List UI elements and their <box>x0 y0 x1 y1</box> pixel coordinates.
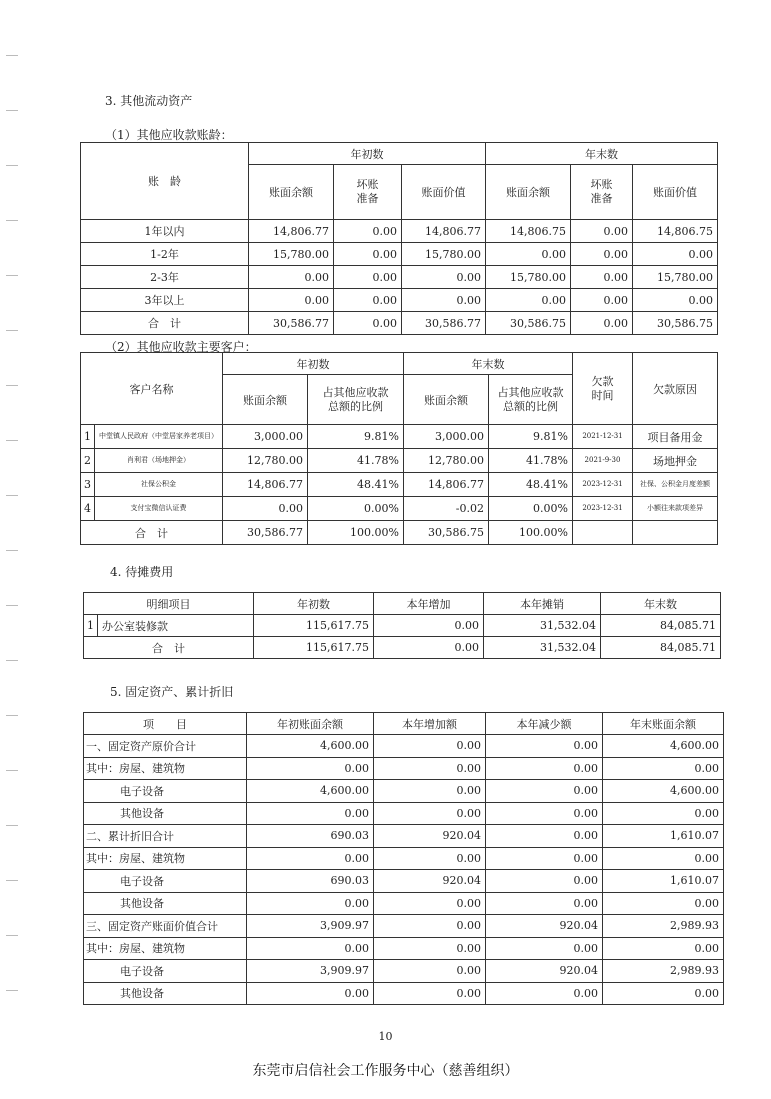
col-end-ratio: 占其他应收款 总额的比例 <box>489 375 573 425</box>
col-end-balance: 账面余额 <box>486 165 571 220</box>
table-row: 4 支付宝微信认证费 0.00 0.00% -0.02 0.00% 2023-12-31 小额往来款项差异 <box>81 497 718 521</box>
col-begin: 年初数 <box>254 593 374 615</box>
col-end-balance: 账面余额 <box>404 375 489 425</box>
customer-table <box>80 352 718 545</box>
col-amort: 本年摊销 <box>484 593 601 615</box>
table-row: 2-3年 0.00 0.00 0.00 15,780.00 0.00 15,780.00 <box>81 266 718 289</box>
col-end: 年末账面余额 <box>603 713 724 735</box>
col-end-value: 账面价值 <box>633 165 718 220</box>
col-sub: 本年减少额 <box>486 713 603 735</box>
table-row: 电子设备 4,600.00 0.00 0.00 4,600.00 <box>84 780 724 803</box>
table-row: 电子设备 690.03 920.04 0.00 1,610.07 <box>84 870 724 893</box>
col-end-bad-debt: 坏账 准备 <box>571 165 633 220</box>
section-5-title: 5. 固定资产、累计折旧 <box>110 685 234 699</box>
table1-caption: （1）其他应收款账龄： <box>105 128 233 142</box>
table-row: 其中：房屋、建筑物 0.00 0.00 0.00 0.00 <box>84 847 724 870</box>
table-row: 3年以上 0.00 0.00 0.00 0.00 0.00 0.00 <box>81 289 718 312</box>
table-row: 3 社保公积金 14,806.77 48.41% 14,806.77 48.41% 2023-12-31 社保、公积金月度差额 <box>81 473 718 497</box>
total-row: 合 计 115,617.75 0.00 31,532.04 84,085.71 <box>84 637 721 659</box>
total-row: 合 计 30,586.77 100.00% 30,586.75 100.00% <box>81 521 718 545</box>
table-row: 电子设备 3,909.97 0.00 920.04 2,989.93 <box>84 960 724 983</box>
prepaid-expense-table <box>83 592 721 659</box>
page-number: 10 <box>378 1030 393 1043</box>
col-begin-balance: 账面余额 <box>223 375 308 425</box>
fixed-asset-table <box>83 712 724 1005</box>
col-account: 账 龄 <box>81 143 249 220</box>
col-begin-balance: 账面余额 <box>249 165 334 220</box>
table-row: 其中：房屋、建筑物 0.00 0.00 0.00 0.00 <box>84 757 724 780</box>
col-item: 项 目 <box>84 713 247 735</box>
col-date: 欠款 时间 <box>573 353 633 425</box>
table-row: 其他设备 0.00 0.00 0.00 0.00 <box>84 892 724 915</box>
col-begin-ratio: 占其他应收款 总额的比例 <box>308 375 404 425</box>
table-row: 三、固定资产账面价值合计 3,909.97 0.00 920.04 2,989.93 <box>84 915 724 938</box>
col-begin: 年初数 <box>223 353 404 375</box>
table-row: 1 办公室装修款 115,617.75 0.00 31,532.04 84,085.71 <box>84 615 721 637</box>
section-4-title: 4. 待摊费用 <box>110 565 174 579</box>
table-row: 一、固定资产原价合计 4,600.00 0.00 0.00 4,600.00 <box>84 735 724 758</box>
table-row: 其他设备 0.00 0.00 0.00 0.00 <box>84 982 724 1005</box>
table-row: 其他设备 0.00 0.00 0.00 0.00 <box>84 802 724 825</box>
col-add: 本年增加额 <box>374 713 486 735</box>
col-add: 本年增加 <box>374 593 484 615</box>
table-row: 1-2年 15,780.00 0.00 15,780.00 0.00 0.00 0.00 <box>81 243 718 266</box>
col-end: 年末数 <box>404 353 573 375</box>
table-row: 其中：房屋、建筑物 0.00 0.00 0.00 0.00 <box>84 937 724 960</box>
table-row: 1 中堂镇人民政府（中堂居家养老项目） 3,000.00 9.81% 3,000.00 9.81% 2021-12-31 项目备用金 <box>81 425 718 449</box>
col-begin-value: 账面价值 <box>402 165 486 220</box>
total-row: 合 计 30,586.77 0.00 30,586.77 30,586.75 0.00 30,586.75 <box>81 312 718 335</box>
col-end: 年末数 <box>601 593 721 615</box>
table-row: 2 肖利君（场地押金） 12,780.00 41.78% 12,780.00 41.78% 2021-9-30 场地押金 <box>81 449 718 473</box>
col-begin: 年初数 <box>249 143 486 165</box>
col-begin-bad-debt: 坏账 准备 <box>334 165 402 220</box>
col-end: 年末数 <box>486 143 718 165</box>
aging-table <box>80 142 718 335</box>
section-3-title: 3. 其他流动资产 <box>105 94 193 108</box>
footer-org-name: 东莞市启信社会工作服务中心（慈善组织） <box>252 1063 519 1079</box>
col-reason: 欠款原因 <box>633 353 718 425</box>
col-begin: 年初账面余额 <box>247 713 374 735</box>
table2-caption: （2）其他应收款主要客户： <box>105 340 257 354</box>
table-row: 二、累计折旧合计 690.03 920.04 0.00 1,610.07 <box>84 825 724 848</box>
col-item: 明细项目 <box>84 593 254 615</box>
table-row: 1年以内 14,806.77 0.00 14,806.77 14,806.75 0.00 14,806.75 <box>81 220 718 243</box>
col-customer: 客户名称 <box>81 353 223 425</box>
